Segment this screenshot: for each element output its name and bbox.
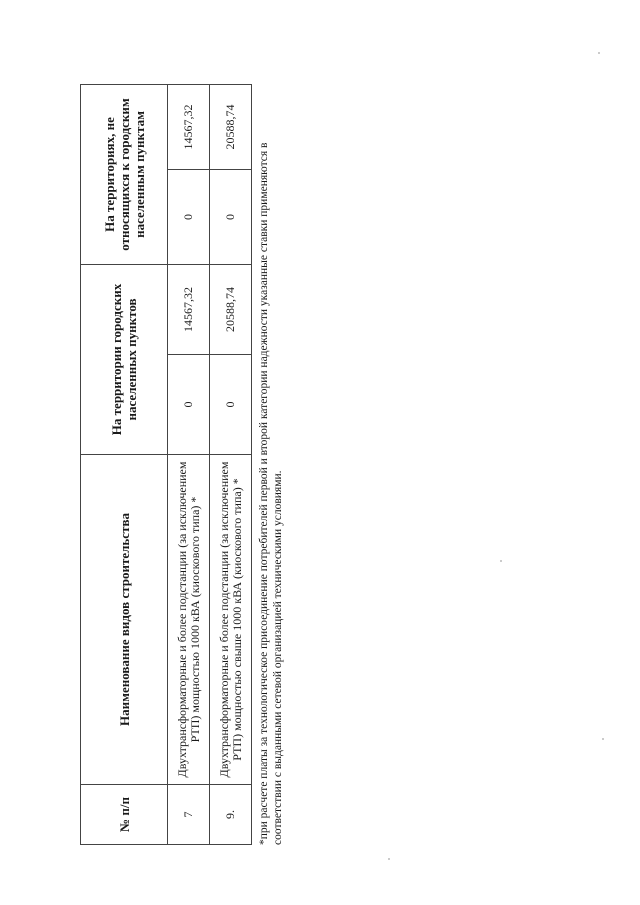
table-row — [168, 84, 210, 844]
header-num: № п/п — [81, 785, 168, 845]
row-urban-b: 20588,74 — [210, 264, 252, 354]
scan-speck — [598, 52, 600, 54]
footnote: *при расчете платы за технологическое присоединение потребителей первой и второй категории надежности указанные ставки применяются в соответствии с выданными сетевой организацией техническими условиями. — [258, 142, 284, 845]
row-rural-b: 14567,32 — [168, 84, 210, 169]
row-rural-a: 0 — [168, 169, 210, 264]
row-name: Двухтрансформаторные и более подстанции (за исключением РТП) мощностью 1000 кВА (киоскового типа) * — [168, 455, 210, 785]
table-row — [210, 84, 252, 844]
row-rural-b: 20588,74 — [210, 84, 252, 169]
row-name: Двухтрансформаторные и более подстанции (за исключением РТП) мощностью свыше 1000 кВА (киоскового типа) * — [210, 455, 252, 785]
row-num: 9. — [210, 785, 252, 845]
scan-speck — [602, 738, 604, 740]
row-urban-b: 14567,32 — [168, 264, 210, 354]
table-header-row — [81, 84, 168, 844]
scan-speck — [388, 858, 390, 860]
header-urban: На территории городских населенных пунктов — [81, 264, 168, 454]
row-rural-a: 0 — [210, 169, 252, 264]
scan-speck — [500, 560, 502, 562]
tariff-table — [80, 84, 252, 845]
row-urban-a: 0 — [168, 355, 210, 455]
header-rural: На территориях, не относящихся к городским населенным пунктам — [81, 84, 168, 264]
row-urban-a: 0 — [210, 355, 252, 455]
header-name: Наименование видов строительства — [81, 455, 168, 785]
document-sheet — [0, 90, 325, 870]
row-num: 7 — [168, 785, 210, 845]
